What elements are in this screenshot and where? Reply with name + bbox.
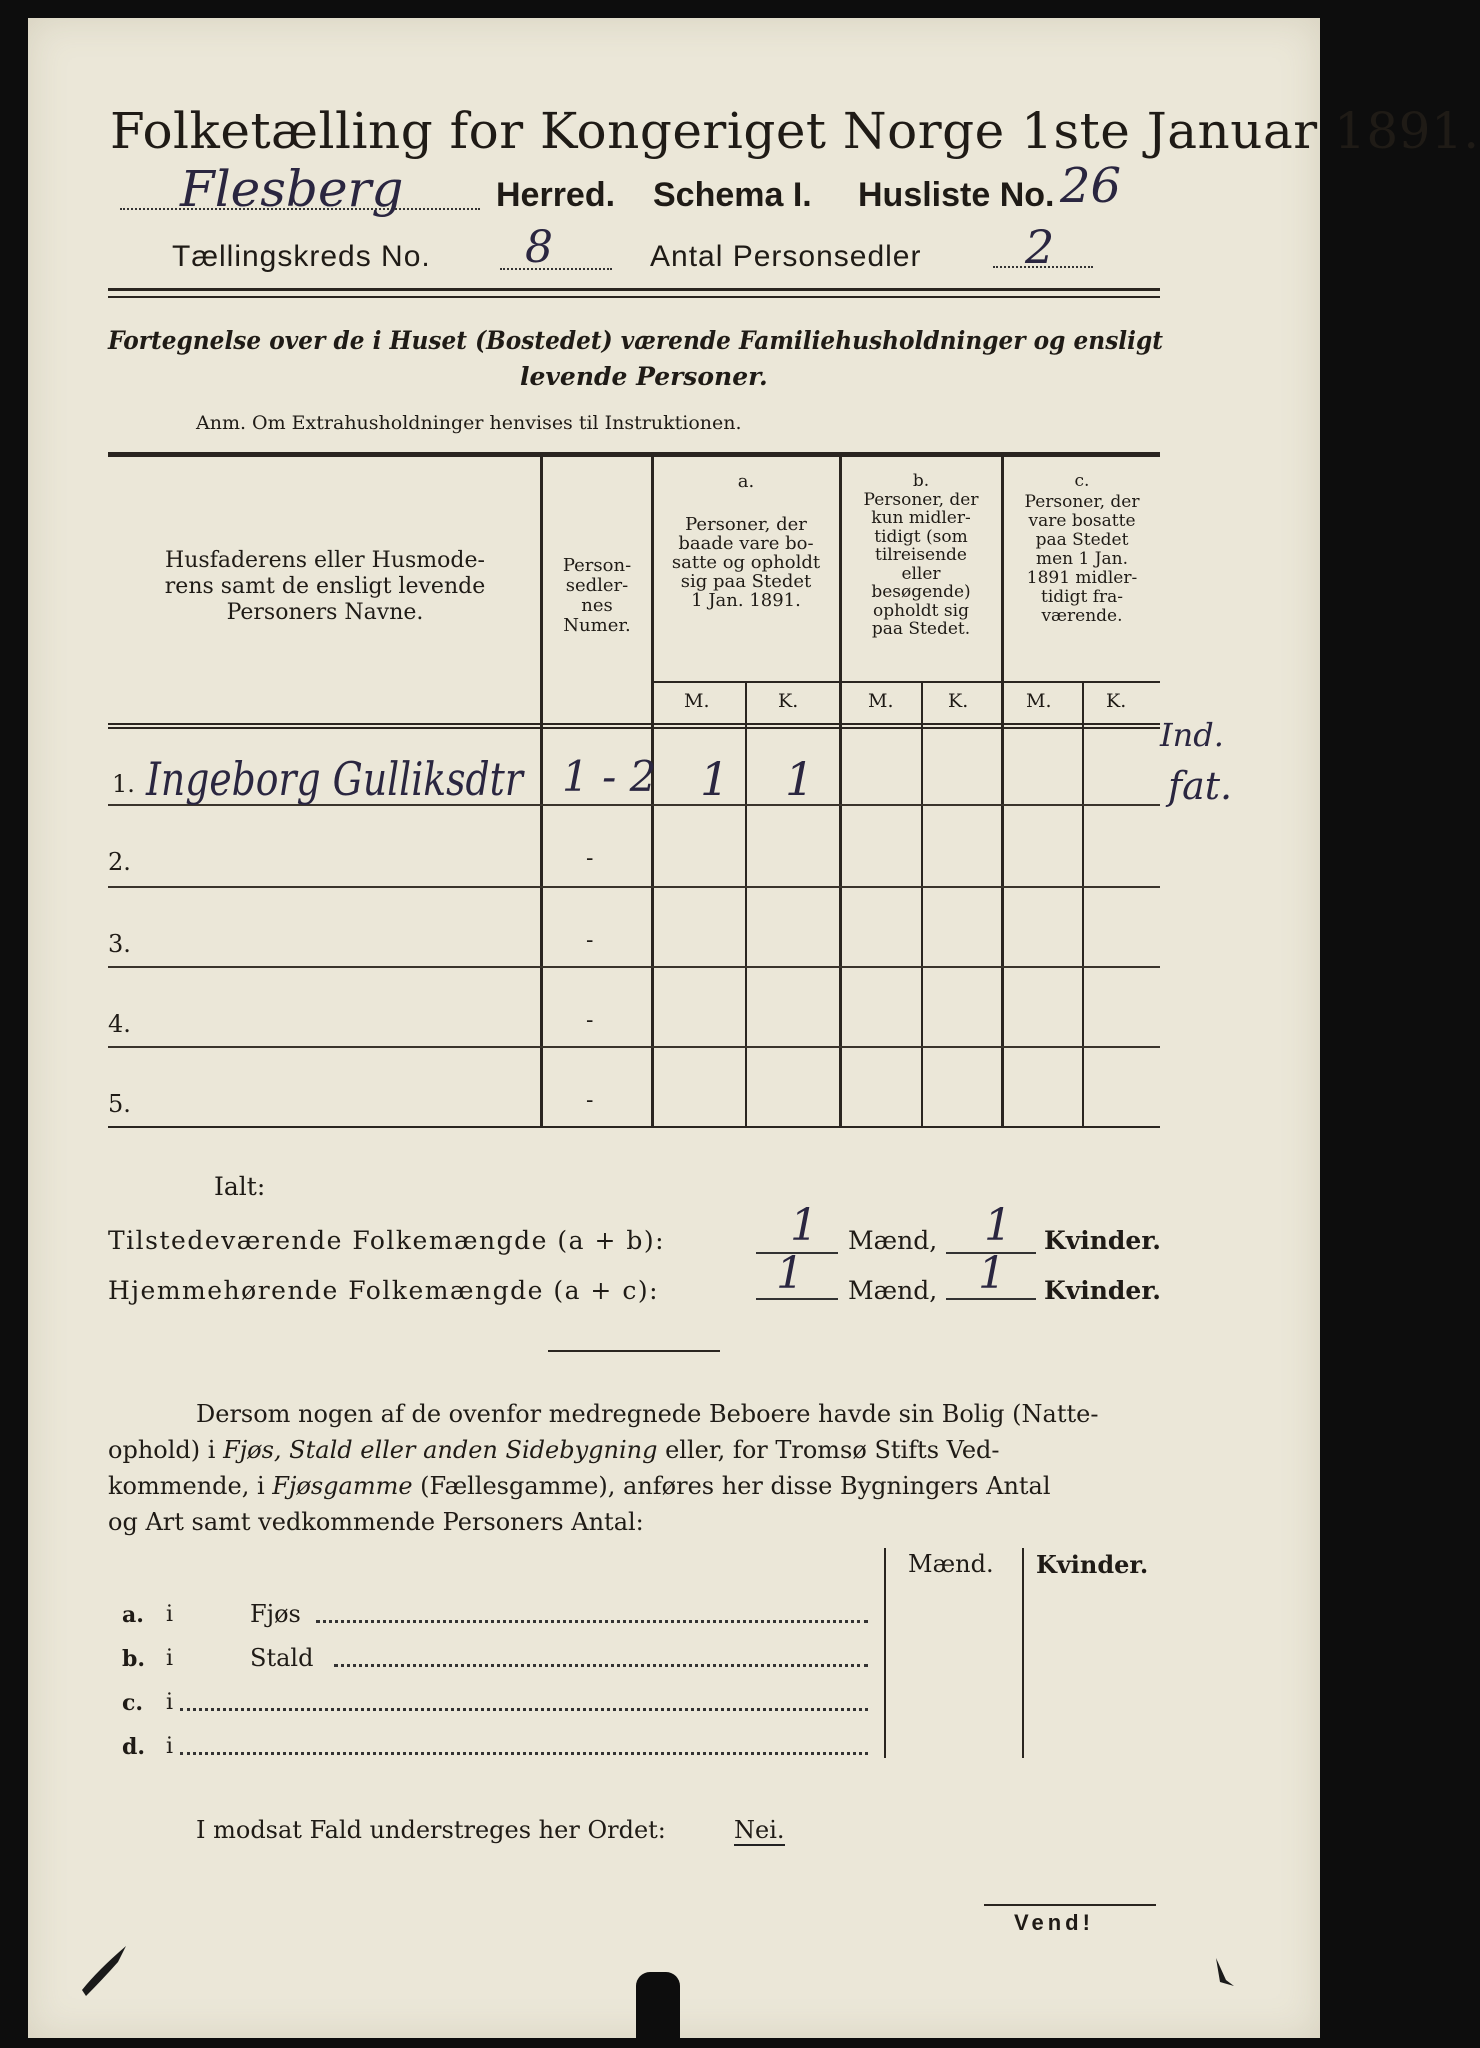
intro-line-2: levende Personer. — [520, 362, 768, 391]
row-1-a-m: 1 — [700, 752, 730, 806]
header-col-b — [842, 472, 1000, 639]
taellingskreds-value: 8 — [525, 222, 553, 273]
header-c-line-1: Personer, der — [1024, 492, 1140, 512]
item-d-i: i — [166, 1734, 174, 1759]
hjemme-kvinder-value: 1 — [978, 1248, 1006, 1299]
header-c-line-4: men 1 Jan. — [1035, 549, 1129, 569]
row-1-name: Ingeborg Gulliksdtr — [146, 752, 523, 806]
item-b-i: i — [166, 1646, 174, 1671]
header-a-line-1: Personer, der — [685, 514, 807, 535]
intro-line-1: Fortegnelse over de i Huset (Bostedet) værende Familiehusholdninger og ensligt — [108, 326, 1163, 355]
herred-label: Herred. — [496, 176, 616, 214]
bolig-line-2a: ophold) i — [108, 1436, 224, 1464]
header-b-m: M. — [868, 690, 894, 712]
header-c-k: K. — [1106, 690, 1127, 712]
header-rule-2 — [108, 296, 1160, 298]
bolig-line-3c: (Fællesgamme), anføres her disse Bygningers Antal — [412, 1472, 1051, 1500]
hjemme-maend-value: 1 — [776, 1248, 804, 1299]
header-a-line-2: baade vare bo- — [678, 533, 814, 554]
tilstede-kvinder-label: Kvinder. — [1044, 1226, 1161, 1255]
col-divider-c-mk — [1082, 683, 1084, 1127]
header-b-line-2: kun midler- — [871, 508, 971, 528]
header-c-line-3: paa Stedet — [1035, 530, 1129, 550]
item-a-letter: a. — [122, 1602, 144, 1628]
vend-rule — [984, 1904, 1156, 1906]
row-3-line — [108, 966, 1160, 968]
bolig-divider-2 — [1022, 1548, 1024, 1758]
row-1-number: 1. — [112, 770, 135, 798]
vend-label: Vend! — [1014, 1910, 1094, 1935]
tilstede-maend-value: 1 — [790, 1200, 818, 1251]
item-c-i: i — [166, 1690, 174, 1715]
bolig-line-2b: Fjøs, Stald eller anden Sidebygning — [223, 1436, 658, 1464]
bolig-line-2 — [108, 1436, 1000, 1464]
margin-note-line-2: fat. — [1168, 764, 1233, 808]
hjemme-kvinder-label: Kvinder. — [1044, 1276, 1161, 1305]
header-num-column — [544, 556, 650, 636]
bolig-line-1: Dersom nogen af de ovenfor medregnede Beboere havde sin Bolig (Natte- — [196, 1400, 1099, 1428]
header-col-a — [654, 472, 838, 610]
anm-note: Anm. Om Extrahusholdninger henvises til Instruktionen. — [196, 412, 742, 434]
bolig-line-3a: kommende, i — [108, 1472, 273, 1500]
bolig-col-maend: Mænd. — [908, 1550, 994, 1578]
hjemme-maend-label: Mænd, — [848, 1276, 938, 1305]
header-b-letter: b. — [912, 471, 930, 491]
tilstede-maend-label: Mænd, — [848, 1226, 938, 1255]
header-name-line-1: Husfaderens eller Husmode- — [165, 548, 485, 573]
header-b-line-6: besøgende) — [871, 582, 971, 602]
header-c-line-6: tidigt fra- — [1040, 587, 1123, 607]
header-name-line-3: Personers Navne. — [226, 600, 424, 625]
header-a-line-3: satte og opholdt — [671, 552, 821, 573]
header-b-k: K. — [948, 690, 969, 712]
bolig-divider-1 — [884, 1548, 886, 1758]
header-a-m: M. — [684, 690, 710, 712]
mk-subheader-rule — [653, 681, 1160, 683]
header-b-line-8: paa Stedet. — [871, 619, 971, 639]
ink-mark-left — [78, 1940, 134, 2000]
herred-value: Flesberg — [180, 160, 404, 218]
header-b-line-1: Personer, der — [863, 489, 979, 510]
ink-mark-right — [1210, 1952, 1240, 1992]
header-num-line-4: Numer. — [563, 615, 631, 636]
header-c-m: M. — [1026, 690, 1052, 712]
husliste-label: Husliste No. — [858, 176, 1055, 214]
binding-hole — [636, 1972, 680, 2048]
header-num-line-2: sedler- — [565, 575, 629, 596]
row-4-line — [108, 1046, 1160, 1048]
header-c-line-2: vare bosatte — [1028, 511, 1136, 531]
header-rule-1 — [108, 288, 1160, 291]
row-5-sedler-num: - — [586, 1088, 594, 1113]
item-b-letter: b. — [122, 1646, 146, 1672]
census-form-page — [28, 18, 1320, 2038]
header-name-line-2: rens samt de ensligt levende — [164, 574, 486, 599]
tilstede-label: Tilstedeværende Folkemængde (a + b): — [108, 1226, 666, 1255]
form-title: Folketælling for Kongeriget Norge 1ste Januar 1891. — [110, 102, 1480, 160]
nei-word: Nei. — [734, 1816, 785, 1844]
row-4-sedler-num: - — [586, 1008, 594, 1033]
bolig-line-2c: eller, for Tromsø Stifts Ved- — [657, 1436, 1000, 1464]
header-a-letter: a. — [737, 471, 755, 492]
item-a-i: i — [166, 1602, 174, 1627]
row-1-a-k: 1 — [785, 752, 815, 806]
header-a-line-5: 1 Jan. 1891. — [691, 590, 801, 611]
item-a-text: Fjøs — [250, 1600, 301, 1628]
header-b-line-3: tidigt (som — [874, 526, 968, 547]
section-divider — [548, 1350, 720, 1352]
col-divider-a-mk — [745, 683, 747, 1127]
row-2-number: 2. — [108, 848, 131, 876]
header-a-line-4: sig paa Stedet — [680, 571, 812, 592]
header-b-line-4: tilreisende — [874, 545, 967, 565]
modsat-text: I modsat Fald understreges her Ordet: — [196, 1816, 666, 1844]
row-5-number: 5. — [108, 1090, 131, 1118]
margin-note-line-1: Ind. — [1160, 716, 1224, 754]
header-c-letter: c. — [1074, 471, 1090, 491]
bolig-line-3b: Fjøsgamme — [272, 1472, 413, 1500]
item-b-dotline — [334, 1662, 868, 1667]
tilstede-kvinder-value: 1 — [984, 1200, 1012, 1251]
col-divider-b-mk — [921, 683, 923, 1127]
ialt-label: Ialt: — [214, 1172, 266, 1201]
schema-label: Schema I. — [653, 176, 812, 214]
row-3-number: 3. — [108, 930, 131, 958]
header-name-column — [112, 548, 538, 626]
item-b-text: Stald — [250, 1644, 314, 1672]
antal-label: Antal Personsedler — [650, 240, 922, 273]
header-num-line-1: Person- — [562, 555, 632, 576]
header-num-line-3: nes — [581, 595, 613, 616]
header-a-k: K. — [778, 690, 799, 712]
row-3-sedler-num: - — [586, 928, 594, 953]
taellingskreds-label: Tællingskreds No. — [172, 240, 431, 273]
item-d-letter: d. — [122, 1734, 146, 1760]
col-divider-name — [540, 457, 543, 1127]
bolig-line-4: og Art samt vedkommende Personers Antal: — [108, 1508, 644, 1536]
taellingskreds-dotline — [500, 248, 612, 270]
header-c-line-5: 1891 midler- — [1026, 568, 1138, 588]
row-2-line — [108, 886, 1160, 888]
antal-value: 2 — [1025, 220, 1055, 274]
item-d-dotline — [180, 1750, 868, 1755]
header-b-line-7: opholdt sig — [873, 600, 969, 621]
item-a-dotline — [316, 1618, 868, 1623]
bolig-line-3 — [108, 1472, 1051, 1500]
row-1-sedler-num: 1 - 2 — [562, 752, 657, 801]
hjemme-label: Hjemmehørende Folkemængde (a + c): — [108, 1276, 659, 1305]
row-4-number: 4. — [108, 1010, 131, 1038]
bolig-col-kvinder: Kvinder. — [1036, 1550, 1149, 1579]
husliste-value: 26 — [1060, 158, 1122, 214]
row-2-sedler-num: - — [586, 846, 594, 871]
header-b-line-5: eller — [901, 563, 941, 584]
item-c-dotline — [180, 1706, 868, 1711]
header-c-line-7: værende. — [1041, 606, 1123, 626]
header-col-c — [1004, 472, 1160, 626]
item-c-letter: c. — [122, 1690, 144, 1716]
